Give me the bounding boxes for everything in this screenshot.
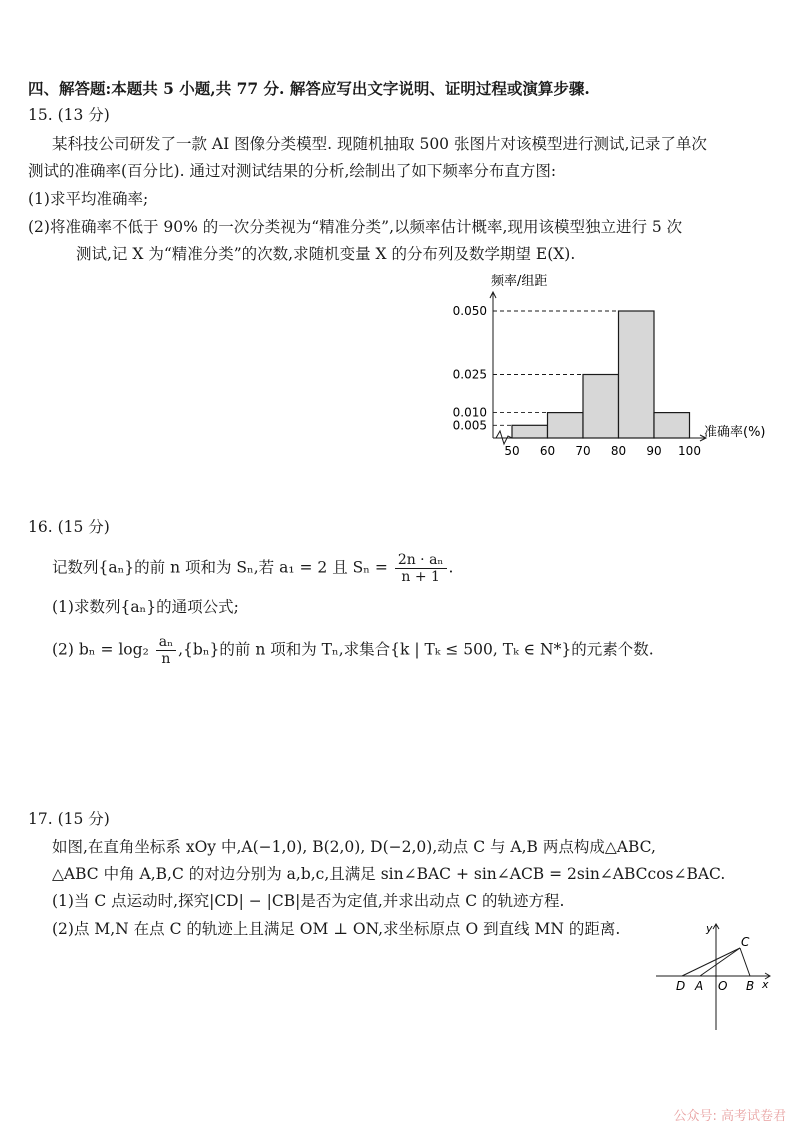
label-O: O (718, 979, 728, 993)
q17-stem-line1: 如图,在直角坐标系 xOy 中,A(−1,0), B(2,0), D(−2,0),动点 C 与 A,B 两点构成△ABC, (52, 838, 656, 856)
y-tick-label: 0.025 (452, 367, 487, 382)
q15-stem-line1: 某科技公司研发了一款 AI 图像分类模型. 现随机抽取 500 张图片对该模型进行测试,记录了单次 (52, 135, 707, 153)
q16-stem-text: 记数列{aₙ}的前 n 项和为 Sₙ,若 a₁ = 2 且 Sₙ = (52, 558, 388, 577)
label-y: y (706, 922, 713, 935)
x-axis-label: 准确率(%) (704, 425, 766, 440)
label-B: B (746, 979, 755, 993)
q17-coordinate-figure (652, 918, 782, 1038)
q16-stem (52, 552, 453, 585)
section-header: 四、解答题:本题共 5 小题,共 77 分. 解答应写出文字说明、证明过程或演算步骤. (28, 79, 590, 98)
q17-part2: (2)点 M,N 在点 C 的轨迹上且满足 OM ⊥ ON,求坐标原点 O 到直线 MN 的距离. (52, 920, 621, 938)
x-tick-label: 60 (539, 444, 556, 458)
segment-DC (682, 948, 740, 976)
histogram-bar (583, 375, 619, 439)
histogram-bar (548, 413, 584, 438)
q16-sn-numerator: 2n · aₙ (395, 552, 447, 569)
y-tick-label: 0.005 (452, 418, 487, 433)
q17-stem-line2: △ABC 中角 A,B,C 的对边分别为 a,b,c,且满足 sin∠BAC + sin∠ACB = 2sin∠ABCcos∠BAC. (52, 865, 726, 883)
q16-stem-end: . (448, 558, 454, 577)
q15-part1: (1)求平均准确率; (28, 190, 149, 208)
label-C: C (741, 935, 750, 949)
y-tick-label: 0.010 (452, 405, 487, 420)
q17-heading: 17. (15 分) (28, 810, 110, 828)
label-D: D (676, 979, 686, 993)
histogram-bar (619, 311, 655, 438)
q16-part2-text-b: ,{bₙ}的前 n 项和为 Tₙ,求集合{k | Tₖ ≤ 500, Tₖ ∈ N*}的元素个数. (178, 640, 654, 659)
q16-bn-denominator: n (161, 651, 171, 667)
histogram-bar (654, 413, 690, 438)
q16-bn-fraction (156, 634, 176, 667)
segment-AC (700, 948, 740, 976)
histogram-bar (512, 425, 548, 438)
q16-part2 (52, 634, 654, 667)
q17-part1: (1)当 C 点运动时,探究|CD| − |CB|是否为定值,并求出动点 C 的轨迹方程. (52, 892, 565, 910)
y-tick-label: 0.050 (452, 304, 487, 318)
segment-BC (740, 948, 750, 976)
label-A: A (695, 979, 704, 993)
q16-sn-fraction (395, 552, 447, 585)
q16-part2-text-a: (2) bₙ = log₂ (52, 640, 149, 659)
x-tick-label: 90 (646, 444, 662, 458)
watermark: 公众号: 高考试卷君 (673, 1109, 786, 1124)
x-tick-label: 70 (575, 444, 591, 458)
q15-stem-line2: 测试的准确率(百分比). 通过对测试结果的分析,绘制出了如下频率分布直方图: (28, 162, 557, 180)
q15-part2-line2: 测试,记 X 为“精准分类”的次数,求随机变量 X 的分布列及数学期望 E(X). (76, 245, 576, 263)
q16-heading: 16. (15 分) (28, 518, 110, 536)
q16-sn-denominator: n + 1 (401, 569, 440, 585)
q15-heading: 15. (13 分) (28, 106, 110, 124)
x-tick-label: 100 (678, 444, 701, 458)
label-x: x (762, 978, 769, 991)
x-tick-label: 50 (504, 444, 520, 458)
q15-part2-line1: (2)将准确率不低于 90% 的一次分类视为“精准分类”,以频率估计概率,现用该模型独立进行 5 次 (28, 218, 683, 236)
q16-bn-numerator: aₙ (156, 634, 176, 651)
y-axis-label: 频率/组距 (491, 274, 548, 289)
x-tick-label: 80 (610, 444, 627, 458)
q16-part1: (1)求数列{aₙ}的通项公式; (52, 598, 239, 616)
